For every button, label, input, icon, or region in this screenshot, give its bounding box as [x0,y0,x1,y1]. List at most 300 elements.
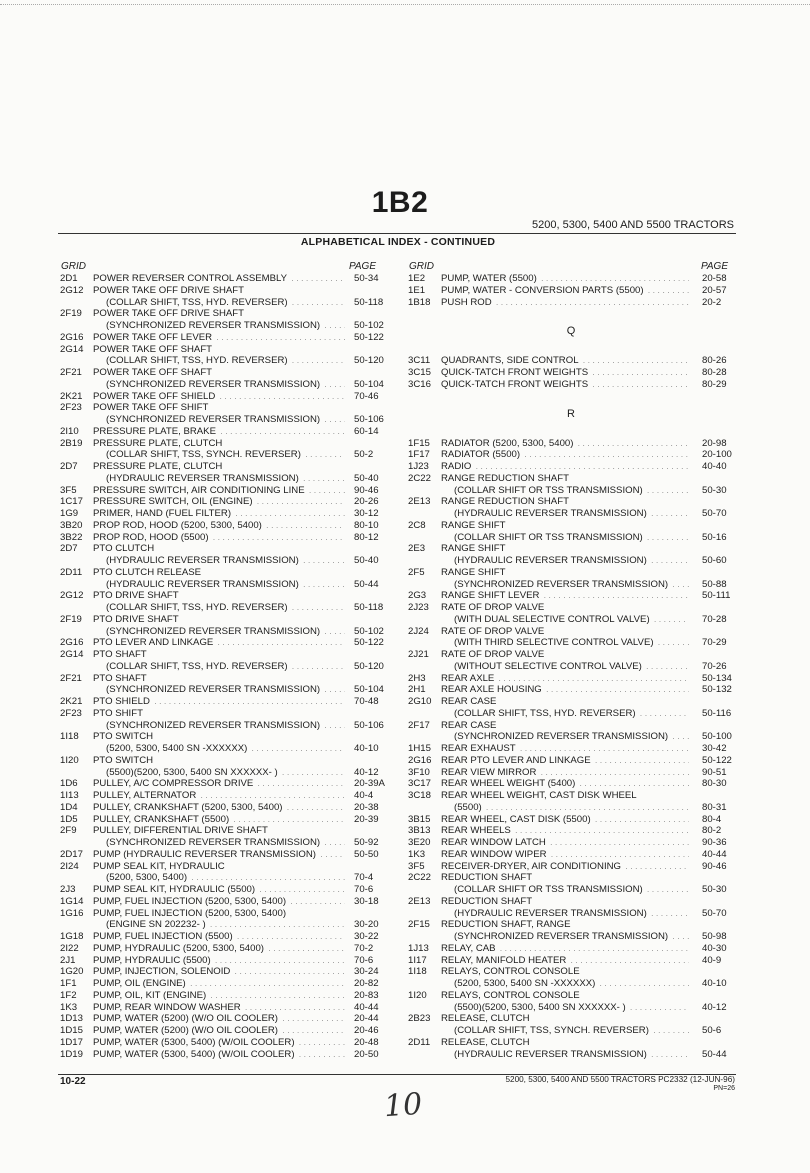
page-ref: 20-98 [702,437,727,449]
page-number: 1B2 [371,186,429,219]
index-line [408,508,734,520]
index-line [408,367,734,379]
item-text: (COLLAR SHIFT, TSS, HYD. REVERSER) [106,602,288,613]
index-line [408,626,734,638]
grid-ref: 1F2 [60,989,77,1001]
index-line [408,720,734,732]
grid-ref: 1I20 [60,754,79,766]
index-line [60,1025,382,1037]
grid-ref: 2D7 [60,461,78,472]
grid-ref: 1D15 [60,1025,83,1036]
grid-ref: 2J21 [408,649,429,660]
item-text: (HYDRAULIC REVERSER TRANSMISSION) [454,1048,647,1060]
item-text: POWER TAKE OFF LEVER [93,331,213,343]
item-text: PTO CLUTCH [93,543,155,555]
page-ref: 80-2 [702,825,722,837]
item-text: PULLEY, ALTERNATOR [93,790,197,801]
index-line [60,402,382,414]
page-ref: 20-46 [354,1025,379,1036]
item-text: PUMP, FUEL INJECTION (5500) [93,931,233,942]
index-entry [60,802,382,814]
grid-ref: 2F5 [408,566,425,578]
index-entry [60,731,382,755]
page-ref: 40-44 [354,1001,379,1013]
grid-ref: 2G3 [408,590,427,602]
index-line [60,426,382,438]
index-line [60,273,382,285]
item-text: POWER TAKE OFF SHAFT [93,343,213,355]
column-header [408,261,734,273]
index-entry [408,273,734,285]
page-ref: 90-51 [702,766,727,778]
item-text: RANGE SHIFT LEVER [441,590,540,602]
item-text: (COLLAR SHIFT OR TSS TRANSMISSION) [454,484,643,496]
index-line [408,602,734,614]
index-line [408,931,734,943]
footer-pn: PN=26 [713,1085,735,1092]
item-text: RECEIVER-DRYER, AIR CONDITIONING [441,860,621,872]
index-line [60,837,382,849]
item-text: POWER REVERSER CONTROL ASSEMBLY [93,273,288,284]
index-entry [408,449,734,461]
item-text: (SYNCHRONIZED REVERSER TRANSMISSION) [106,684,321,696]
index-line [60,802,382,814]
index-line [408,861,734,873]
grid-ref: 2J23 [408,602,429,613]
index-line [60,943,382,955]
index-line [408,438,734,450]
item-text: (COLLAR SHIFT, TSS, SYNCH. REVERSER) [454,1025,649,1036]
index-entry [408,367,734,379]
index-line [60,884,382,896]
index-entry [408,861,734,873]
page-ref: 70-48 [354,696,379,707]
page-ref: 30-24 [354,966,379,978]
item-text: PUSH ROD [441,296,492,308]
item-text: REAR AXLE [441,672,495,684]
index-line [408,908,734,920]
index-entry [60,649,382,673]
index-entry [408,602,734,626]
item-text: PUMP SEAL KIT, HYDRAULIC (5500) [93,884,256,895]
index-entry [408,379,734,391]
grid-ref: 1D13 [60,1013,83,1025]
item-text: PUMP, WATER (5200) (W/O OIL COOLER) [93,1025,278,1036]
index-line [60,743,382,755]
page-ref: 50-116 [702,707,732,719]
item-text: REDUCTION SHAFT, RANGE [441,919,571,931]
page-ref: 40-10 [702,978,727,989]
index-line [60,332,382,344]
index-entry [408,990,734,1014]
page-ref: 50-60 [702,555,727,566]
grid-ref: 3B13 [408,825,431,837]
item-text: RATE OF DROP VALVE [441,625,545,637]
index-line [408,884,734,896]
item-text: PROP ROD, HOOD (5500) [93,531,209,543]
grid-ref: 3F10 [408,766,430,778]
index-entry [408,955,734,967]
item-text: (HYDRAULIC REVERSER TRANSMISSION) [454,555,647,566]
grid-ref: 3C17 [408,778,431,790]
index-entry [408,543,734,567]
index-entry [60,273,382,285]
index-line [408,661,734,673]
page-ref: 50-50 [354,848,379,860]
index-line [408,743,734,755]
page-ref: 50-30 [702,484,727,496]
grid-header: GRID [61,261,86,272]
index-entry [60,637,382,649]
item-text: POWER TAKE OFF DRIVE SHAFT [93,308,245,320]
page-header: PAGE [348,261,376,272]
index-line [408,708,734,720]
grid-ref: 2I10 [60,425,79,437]
item-text: (ENGINE SN 202232- ) [106,919,206,931]
index-line [408,297,734,309]
index-line [60,966,382,978]
index-entry [60,778,385,790]
grid-ref: 2E13 [408,895,431,907]
column-header [60,261,382,273]
grid-ref: 2F21 [60,367,82,378]
header-divider [58,233,736,234]
index-entry [408,673,734,685]
index-line [60,825,382,837]
grid-ref: 2H1 [408,684,426,696]
grid-ref: 2F15 [408,919,430,931]
index-entry [60,308,382,332]
item-text: PTO LEVER AND LINKAGE [93,637,214,649]
index-entry [408,461,734,473]
grid-ref: 2F23 [60,402,82,414]
index-entry [60,1013,382,1025]
page-ref: 20-38 [354,801,379,813]
grid-ref: 1I18 [408,966,427,978]
grid-ref: 1G14 [60,895,84,907]
index-line [408,767,734,779]
index-line [60,355,382,367]
index-line [60,473,382,485]
grid-ref: 2G16 [60,637,84,649]
index-line [60,990,382,1002]
grid-ref: 1K3 [408,848,426,860]
index-entry [408,720,734,744]
index-line [60,955,382,967]
grid-ref: 1I20 [408,989,427,1001]
index-entry [408,520,734,544]
index-entry [60,673,382,697]
page-ref: 50-92 [354,837,379,848]
index-line [408,355,734,367]
index-line [60,720,382,732]
item-text: PUMP, REAR WINDOW WASHER [93,1001,241,1013]
page-ref: 70-2 [354,942,374,954]
index-entry [408,767,734,779]
grid-ref: 2F19 [60,613,82,625]
index-entry [60,825,382,849]
index-line [408,567,734,579]
index-entry [60,508,382,520]
item-text: (COLLAR SHIFT, TSS, HYD. REVERSER) [106,355,288,367]
grid-ref: 1F15 [408,437,430,449]
item-text: REDUCTION SHAFT [441,872,533,884]
page-ref: 70-4 [354,872,374,884]
page-ref: 30-42 [702,743,727,754]
grid-ref: 2F21 [60,672,82,684]
grid-ref: 1C17 [60,496,83,508]
index-line [408,590,734,602]
item-text: PUMP, INJECTION, SOLENOID [93,966,231,978]
grid-ref: 2K21 [60,390,83,402]
index-line [408,955,734,967]
grid-ref: 2K21 [60,696,83,707]
page-ref: 30-18 [354,895,379,907]
index-entry [60,849,382,861]
index-line [408,943,734,955]
page-ref: 50-118 [354,602,384,613]
index-line [60,391,382,403]
page-ref: 50-122 [354,331,384,343]
page-ref: 40-4 [354,790,374,801]
index-line [60,1037,382,1049]
index-line [60,520,382,532]
item-text: REAR WHEEL WEIGHT, CAST DISK WHEEL [441,790,637,801]
index-line [60,532,382,544]
grid-ref: 2G14 [60,343,84,355]
index-entry [408,285,734,297]
grid-ref: 3E20 [408,837,431,848]
index-line [408,637,734,649]
page-ref: 50-30 [702,884,727,895]
index-entry [408,849,734,861]
item-text: PUMP (HYDRAULIC REVERSER TRANSMISSION) [93,848,317,860]
index-line [60,555,382,567]
page-ref: 80-26 [702,355,727,367]
grid-ref: 2F23 [60,707,82,719]
item-text: PULLEY, CRANKSHAFT (5500) [93,813,230,825]
page-ref: 50-88 [702,578,727,590]
index-entry [408,684,734,696]
index-line [60,919,382,931]
page-ref: 20-82 [354,978,379,989]
item-text: (5500)(5200, 5300, 5400 SN XXXXXX- ) [106,766,278,778]
index-line [60,567,382,579]
index-line [408,966,734,978]
index-entry [408,966,734,990]
index-line [408,814,734,826]
item-text: PUMP, OIL (ENGINE) [93,978,186,989]
grid-ref: 3F5 [408,860,425,872]
grid-ref: 1D5 [60,813,78,825]
grid-ref: 1G9 [60,508,79,519]
item-text: (SYNCHRONIZED REVERSER TRANSMISSION) [106,837,321,848]
item-text: REAR WINDOW LATCH [441,837,546,848]
grid-ref: 2J1 [60,954,76,966]
index-entry [408,825,734,837]
index-line [60,637,382,649]
item-text: RELAYS, CONTROL CONSOLE [441,989,580,1001]
page-ref: 50-6 [702,1025,722,1036]
item-text: PTO SHAFT [93,649,147,660]
page-ref: 50-104 [354,684,384,696]
item-text: PRESSURE PLATE, CLUTCH [93,461,223,472]
index-line [408,990,734,1002]
grid-ref: 2G12 [60,284,84,296]
grid-ref: 1E2 [408,273,426,284]
page-ref: 70-26 [702,660,727,672]
index-line [60,696,382,708]
item-text: (HYDRAULIC REVERSER TRANSMISSION) [106,472,299,484]
item-text: PRESSURE SWITCH, OIL (ENGINE) [93,496,253,508]
grid-ref: 1G18 [60,931,84,942]
page-ref: 20-83 [354,989,379,1001]
item-text: PRESSURE PLATE, CLUTCH [93,437,223,449]
item-text: PUMP, OIL, KIT (ENGINE) [93,989,207,1001]
index-line [408,696,734,708]
index-line [408,755,734,767]
footer-doc-info: 5200, 5300, 5400 AND 5500 TRACTORS PC2332 (12-JUN-96) [505,1075,735,1084]
index-line [60,367,382,379]
page-ref: 50-16 [702,531,727,543]
page-ref: 40-12 [702,1001,727,1013]
grid-ref: 2F19 [60,308,82,320]
page-ref: 40-12 [354,766,379,778]
index-line [408,555,734,567]
index-entry [60,978,382,990]
index-line [60,684,382,696]
item-text: POWER TAKE OFF SHIELD [93,390,216,402]
item-text: (HYDRAULIC REVERSER TRANSMISSION) [106,578,299,590]
index-entry [408,743,734,755]
section-letter: Q [566,325,576,338]
item-text: RADIO [441,461,472,472]
index-entry [60,943,382,955]
grid-ref: 2J3 [60,884,76,895]
index-line [408,731,734,743]
index-line [408,837,734,849]
grid-ref: 2I22 [60,942,79,954]
index-entry [60,990,382,1002]
item-text: QUICK-TATCH FRONT WEIGHTS [441,367,589,378]
item-text: PTO SHIFT [93,707,143,719]
index-entry [408,355,734,367]
index-line [60,579,382,591]
index-entry [60,520,382,532]
index-line [60,496,382,508]
index-entry [60,367,382,391]
grid-ref: 2D1 [60,273,78,284]
grid-ref: 2F9 [60,825,77,837]
page-ref: 50-40 [354,555,379,566]
index-line [408,1013,734,1025]
grid-ref: 2B19 [60,437,83,449]
grid-ref: 2H3 [408,672,426,684]
grid-ref: 1D19 [60,1048,83,1060]
page-ref: 70-6 [354,884,374,895]
grid-ref: 2C22 [408,472,431,484]
item-text: (SYNCHRONIZED REVERSER TRANSMISSION) [106,378,321,390]
grid-ref: 2B23 [408,1013,431,1025]
index-line [60,543,382,555]
footer-page-ref: 10-22 [60,1076,86,1087]
item-text: RADIATOR (5500) [441,449,521,461]
index-line [408,473,734,485]
section-letter: R [567,407,575,420]
index-line [60,414,382,426]
page-ref: 70-29 [702,637,727,649]
index-entry [60,391,382,403]
page-ref: 50-2 [354,449,374,461]
page-ref: 30-20 [354,919,379,931]
page-ref: 40-44 [702,848,727,860]
index-line [408,1037,734,1049]
grid-ref: 1F17 [408,449,430,461]
index-line [60,861,382,873]
index-line [60,308,382,320]
item-text: (COLLAR SHIFT, TSS, HYD. REVERSER) [454,707,636,719]
item-text: REAR CASE [441,719,497,731]
page-ref: 20-58 [702,273,727,284]
item-text: REAR VIEW MIRROR [441,766,537,778]
page-ref: 70-6 [354,954,374,966]
index-entry [60,1049,382,1061]
item-text: (COLLAR SHIFT, TSS, SYNCH. REVERSER) [106,449,301,461]
item-text: QUADRANTS, SIDE CONTROL [441,355,579,367]
page-ref: 50-118 [354,296,384,308]
index-entry [408,696,734,720]
grid-ref: 1D17 [60,1036,83,1048]
page-ref: 50-132 [702,684,732,696]
page-ref: 80-31 [702,801,727,813]
index-line [60,485,382,497]
index-line [60,790,382,802]
index-entry [408,943,734,955]
item-text: REAR WHEELS [441,825,511,837]
index-line [408,684,734,696]
index-line [60,872,382,884]
item-text: PROP ROD, HOOD (5200, 5300, 5400) [93,519,262,531]
index-entry [60,708,382,732]
index-line [60,590,382,602]
grid-ref: 1D6 [60,778,78,790]
index-line [60,814,382,826]
item-text: (COLLAR SHIFT, TSS, HYD. REVERSER) [106,296,288,308]
index-line [408,614,734,626]
index-line [408,896,734,908]
index-entry [60,590,382,614]
index-entry [60,426,382,438]
grid-ref: 2C8 [408,519,426,531]
page-ref: 30-12 [354,508,379,519]
grid-ref: 3C18 [408,790,431,801]
item-text: PUMP, WATER (5500) [441,273,537,284]
index-entry [408,814,734,826]
index-entry [60,532,382,544]
index-entry [60,496,382,508]
header-models: 5200, 5300, 5400 AND 5500 TRACTORS [532,219,734,231]
item-text: RADIATOR (5200, 5300, 5400) [441,437,574,449]
index-entry [60,790,382,802]
item-text: PRESSURE PLATE, BRAKE [93,425,216,437]
index-entry [408,790,734,814]
item-text: REAR WHEEL, CAST DISK (5500) [441,813,591,825]
index-line [60,978,382,990]
item-text: RANGE SHIFT [441,543,506,555]
item-text: (SYNCHRONIZED REVERSER TRANSMISSION) [106,320,321,331]
grid-ref: 3B22 [60,531,83,543]
index-line [60,661,382,673]
